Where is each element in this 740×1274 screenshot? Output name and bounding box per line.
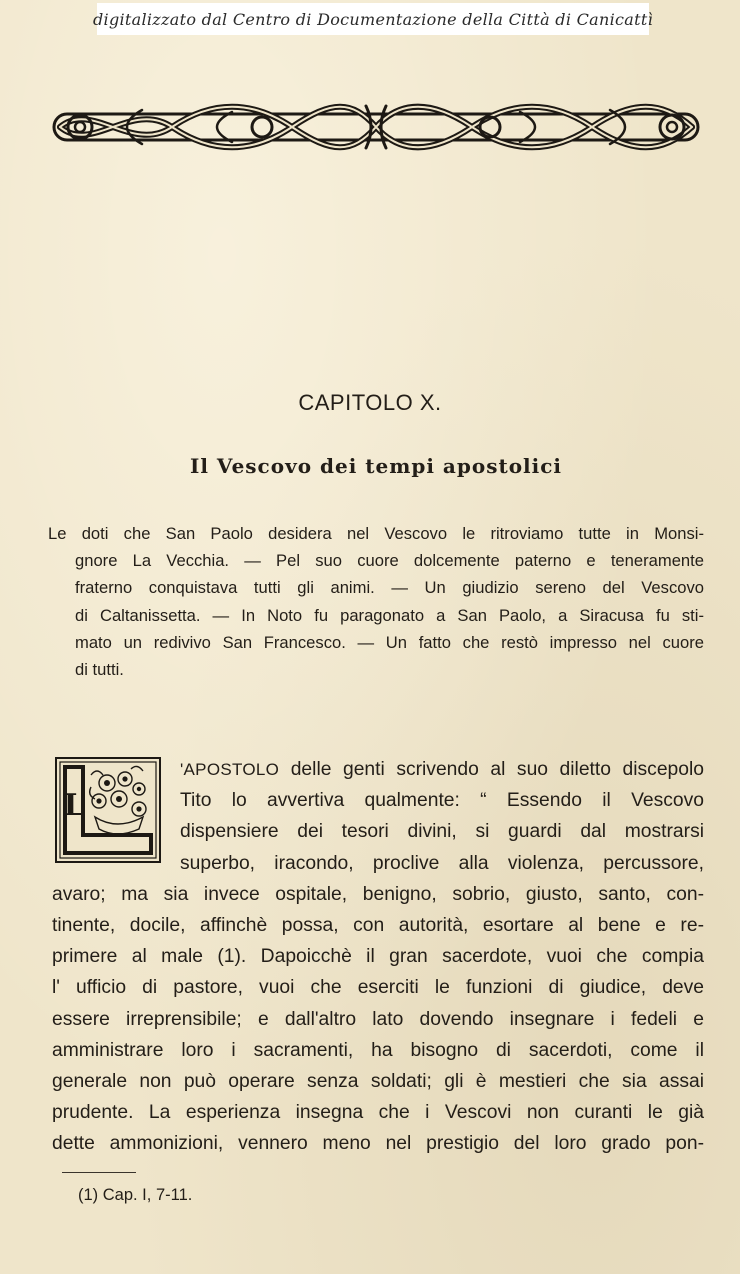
body-line: Tito lo avvertiva qualmente: “ Essendo il Vescovo <box>180 790 704 812</box>
drop-cap-letter: L <box>63 788 85 823</box>
summary-line: fraterno conquistava tutti gli animi. — Un giudizio sereno del Vescovo <box>75 578 704 598</box>
body-line: primere al male (1). Dapoicchè il gran sacerdote, vuoi che compia <box>52 946 704 968</box>
chapter-number-title: CAPITOLO X. <box>298 390 442 415</box>
footnote: (1) Cap. I, 7-11. <box>78 1186 193 1204</box>
chapter-summary <box>48 520 704 683</box>
footnote-divider <box>62 1172 136 1173</box>
summary-line: mato un redivivo San Francesco. — Un fatto che restò impresso nel cuore <box>75 632 704 652</box>
body-line: tinente, docile, affinchè possa, con autorità, esortare al bene e re- <box>52 914 704 936</box>
body-line: generale non può operare senza soldati; gli è mestieri che sia assai <box>52 1070 704 1092</box>
summary-line: Le doti che San Paolo desidera nel Vescovo le ritroviamo tutte in Monsi- <box>48 524 704 543</box>
digitization-watermark: digitalizzato dal Centro di Documentazione della Città di Canicattì <box>97 3 649 35</box>
first-line-rest: delle genti scrivendo al suo diletto discepolo <box>279 759 704 780</box>
body-line: prudente. La esperienza insegna che i Vescovi non curanti le già <box>52 1102 704 1124</box>
chapter-section-title: Il Vescovo dei tempi apostolici <box>189 454 563 478</box>
body-line: essere irreprensibile; e dall'altro lato dovendo insegnare i fedeli e <box>52 1008 704 1030</box>
body-line: avaro; ma sia invece ospitale, benigno, sobrio, giusto, santo, con- <box>52 883 704 905</box>
body-line: dette ammonizioni, vennero meno nel prestigio del loro grado pon- <box>52 1133 704 1155</box>
body-line: dispensiere dei tesori divini, si guardi dal mostrarsi <box>180 821 704 843</box>
body-first-line <box>52 754 704 785</box>
body-line: superbo, iracondo, proclive alla violenza, percussore, <box>180 852 704 874</box>
first-word-small-caps: 'APOSTOLO <box>180 760 280 779</box>
summary-line: di tutti. <box>75 659 124 679</box>
summary-line: di Caltanissetta. — In Noto fu paragonato a San Paolo, a Siracusa fu sti- <box>75 605 704 625</box>
body-paragraph <box>52 754 704 1159</box>
body-line: amministrare loro i sacramenti, ha bisogno di sacerdoti, come il <box>52 1039 704 1061</box>
summary-line: gnore La Vecchia. — Pel suo cuore dolcemente paterno e teneramente <box>75 551 704 571</box>
body-line: l' ufficio di pastore, vuoi che eserciti le funzioni di giudice, deve <box>52 977 704 999</box>
decorative-interlace-ornament <box>52 98 700 156</box>
